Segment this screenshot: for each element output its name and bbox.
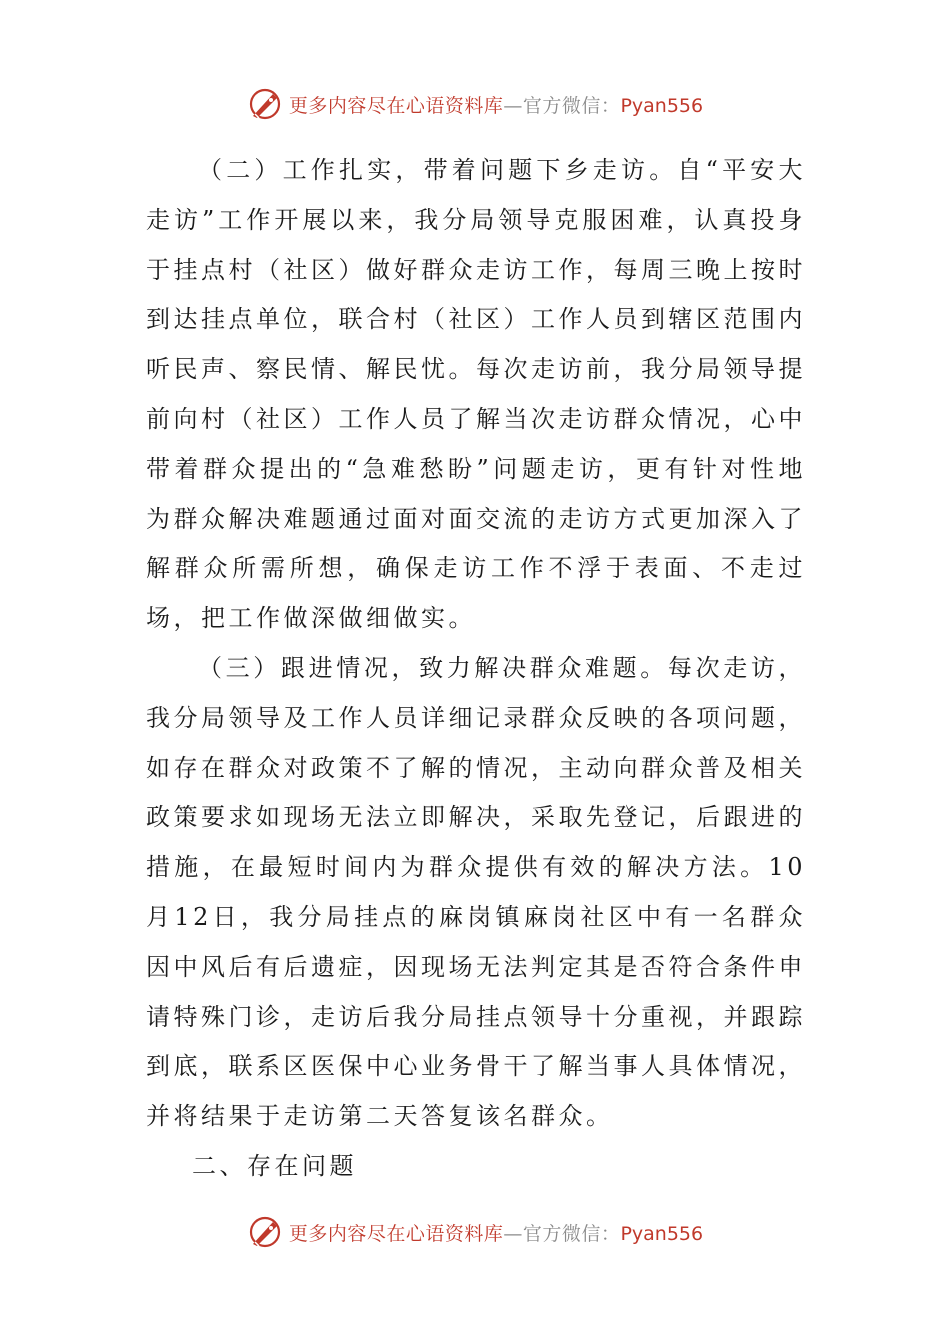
paragraph-follow-up: （三）跟进情况，致力解决群众难题。每次走访，我分局领导及工作人员详细记录群众反映的各项问题，如存在群众对政策不了解的情况，主动向群众普及相关政策要求如现场无法立即解决，采取先登记，后跟进的措施，在最短时间内为群众提供有效的解决方法。10月12日，我分局挂点的麻岗镇麻岗社区中有一名群众因中风后有后遗症，因现场无法判定其是否符合条件申请特殊门诊，走访后我分局挂点领导十分重视，并跟踪到底，联系区医保中心业务骨干了解当事人具体情况，并将结果于走访第二天答复该名群众。 xyxy=(146,653,806,1131)
paragraph-work-solid: （二）工作扎实，带着问题下乡走访。自“平安大走访”工作开展以来，我分局领导克服困难，认真投身于挂点村（社区）做好群众走访工作，每周三晚上按时到达挂点单位，联合村（社区）工作人员到辖区范围内听民声、察民情、解民忧。每次走访前，我分局领导提前向村（社区）工作人员了解当次走访群众情况，心中带着群众提出的“急难愁盼”问题走访，更有针对性地为群众解决难题通过面对面交流的走访方式更加深入了解群众所需所想，确保走访工作不浮于表面、不走过场，把工作做深做细做实。 xyxy=(146,156,806,633)
banner-text xyxy=(289,91,703,118)
banner-wechat-id: Pyan556 xyxy=(620,1222,704,1245)
pen-logo-icon xyxy=(247,1214,283,1250)
banner-wechat-label: 官方微信： xyxy=(522,1222,621,1245)
banner-wechat-id: Pyan556 xyxy=(620,94,704,117)
banner-main-text: 更多内容尽在心语资料库 xyxy=(288,1222,504,1245)
banner-main-text: 更多内容尽在心语资料库 xyxy=(288,94,504,117)
header-banner xyxy=(0,84,950,124)
pen-logo-icon xyxy=(247,86,283,122)
banner-dash: — xyxy=(503,94,523,117)
document-body xyxy=(146,146,806,1192)
banner-dash: — xyxy=(503,1222,523,1245)
footer-banner xyxy=(0,1212,950,1252)
banner-text xyxy=(289,1219,703,1246)
section-heading: 二、存在问题 xyxy=(192,1151,357,1180)
banner-wechat-label: 官方微信： xyxy=(522,94,621,117)
